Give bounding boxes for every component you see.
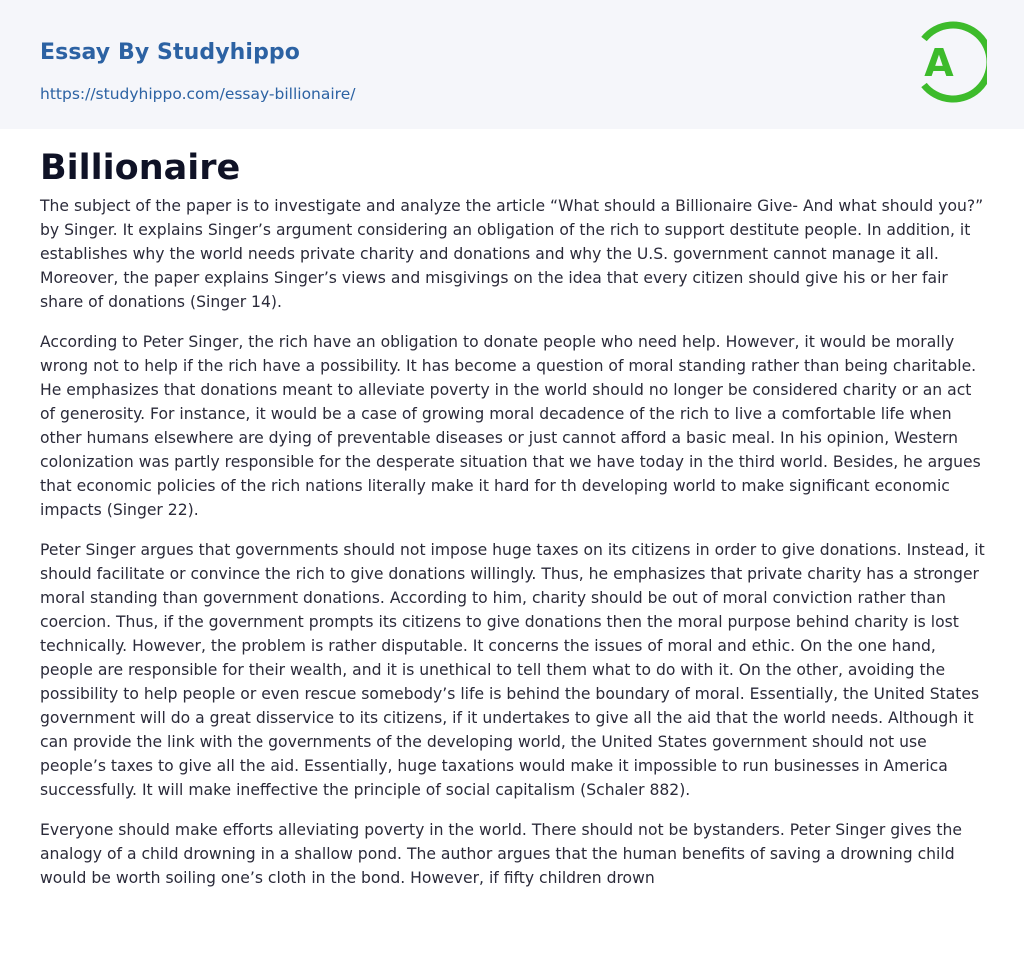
- studyhippo-logo-icon[interactable]: [911, 18, 987, 106]
- paragraph: The subject of the paper is to investigate and analyze the article “What should a Billionaire Give- And what should you?” by Singer. It explains Singer’s argument considering an obligation of the rich to support destitute people. In addition, it establishes why the world needs private charity and donations and why the U.S. government cannot manage it all. Moreover, the paper explains Singer’s views and misgivings on the idea that every citizen should give his or her fair share of donations (Singer 14).: [40, 197, 984, 311]
- paragraph: Everyone should make efforts alleviating poverty in the world. There should not be bystanders. Peter Singer gives the analogy of a child drowning in a shallow pond. The author argues that the human benefits of saving a drowning child would be worth soiling one’s cloth in the bond. However, if fifty children drown: [40, 821, 962, 887]
- page-title: Billionaire: [40, 148, 241, 188]
- paragraph: According to Peter Singer, the rich have an obligation to donate people who need help. However, it would be morally wrong not to help if the rich have a possibility. It has become a question of moral standing rather than being charitable. He emphasizes that donations meant to alleviate poverty in the world should no longer be considered charity or an act of generosity. For instance, it would be a case of growing moral decadence of the rich to live a comfortable life when other humans elsewhere are dying of preventable diseases or just cannot afford a basic meal. In his opinion, Western colonization was partly responsible for the desperate situation that we have today in the third world. Besides, he argues that economic policies of the rich nations literally make it hard for th developing world to make significant economic impacts (Singer 22).: [40, 333, 981, 519]
- site-title[interactable]: Essay By Studyhippo: [40, 40, 300, 65]
- paragraph: Peter Singer argues that governments should not impose huge taxes on its citizens in order to give donations. Instead, it should facilitate or convince the rich to give donations willingly. Thus, he emphasizes that private charity has a stronger moral standing than government donations. According to him, charity should be out of moral conviction rather than coercion. Thus, if the government prompts its citizens to give donations then the moral purpose behind charity is lost technically. However, the problem is rather disputable. It concerns the issues of moral and ethic. On the one hand, people are responsible for their wealth, and it is unethical to tell them what to do with it. On the other, avoiding the possibility to help people or even rescue somebody’s life is behind the boundary of moral. Essentially, the United States government will do a great disservice to its citizens, if it undertakes to give all the aid that the world needs. Although it can provide the link with the governments of the developing world, the United States government should not use people’s taxes to give all the aid. Essentially, huge taxations would make it impossible to run businesses in America successfully. It will make ineffective the principle of social capitalism (Schaler 882).: [40, 541, 985, 799]
- essay-url-link[interactable]: https://studyhippo.com/essay-billionaire/: [40, 85, 356, 103]
- article-body: [40, 194, 988, 906]
- logo-letter: A: [924, 41, 954, 85]
